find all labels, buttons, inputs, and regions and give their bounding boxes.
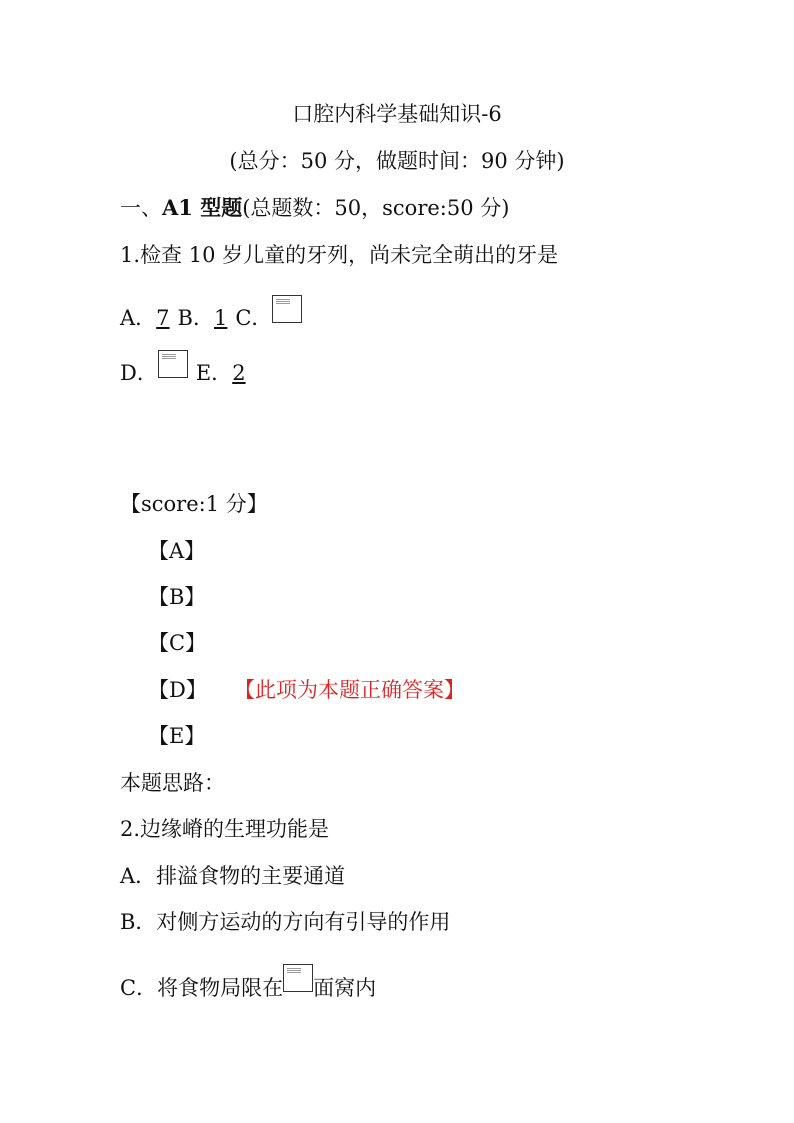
choice-d[interactable]: 【D】 [148,678,207,702]
correct-answer-note: 【此项为本题正确答案】 [234,678,465,702]
exam-info: (总分：50 分，做题时间：90 分钟) [229,149,565,173]
question-1-stem: 1.检查 10 岁儿童的牙列，尚未完全萌出的牙是 [120,243,559,267]
option-d-label: D． [120,361,158,385]
question-2-option-a: A．排溢食物的主要通道 [120,864,346,888]
question-2-option-c [120,964,376,1002]
section-prefix: 一、 [120,196,162,220]
section-info: (总题数：50，score:50 分) [242,196,510,220]
question-1-options-row2 [120,350,246,387]
option-c-inline-image-icon [283,964,313,992]
option-a-value: 7 [156,306,170,330]
option-b-label: B． [177,306,214,330]
question-2-stem: 2.边缘嵴的生理功能是 [120,817,330,841]
option-c-text-before: C．将食物局限在 [120,976,284,1000]
page-title: 口腔内科学基础知识-6 [292,102,502,126]
section-header [120,194,509,222]
question-1-score: 【score:1 分】 [120,492,268,516]
option-e-label: E． [195,361,233,385]
choice-a[interactable]: 【A】 [148,539,206,563]
option-c-image-icon [272,295,302,323]
option-c-text-after: 面窝内 [313,976,377,1000]
option-a-label: A． [120,306,157,330]
question-1-options-row1 [120,295,302,332]
choice-e[interactable]: 【E】 [148,724,206,748]
analysis-label: 本题思路： [120,771,225,795]
choice-b[interactable]: 【B】 [148,585,206,609]
option-b-value: 1 [213,306,228,330]
option-c-label: C． [235,306,273,330]
section-name: A1 型题 [162,195,243,220]
choice-c[interactable]: 【C】 [148,631,207,655]
question-2-option-b: B．对侧方运动的方向有引导的作用 [120,910,451,934]
option-e-value: 2 [232,361,246,385]
option-d-image-icon [158,350,188,378]
